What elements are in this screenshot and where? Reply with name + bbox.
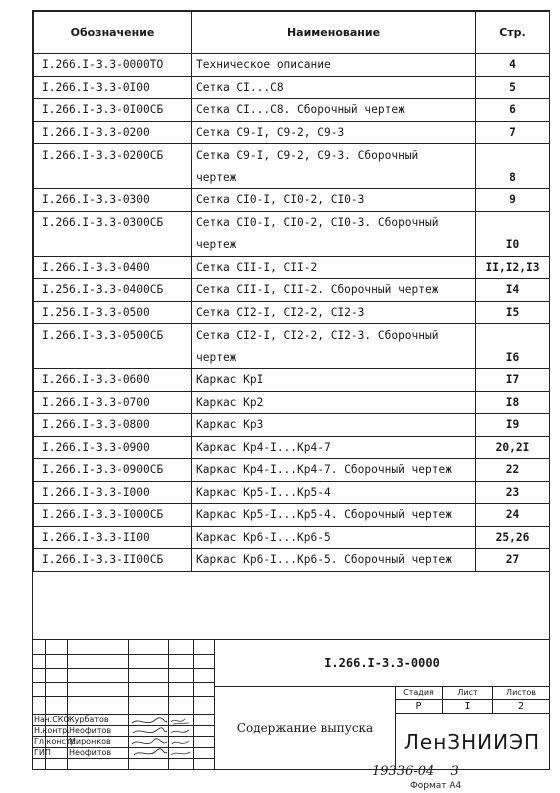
row-name: чертеж bbox=[192, 234, 476, 257]
row-code bbox=[34, 346, 192, 369]
header-page: Стр. bbox=[476, 12, 550, 54]
row-name: Каркас Кр4-I...Кр4-7 bbox=[192, 436, 476, 459]
table-row bbox=[34, 369, 550, 392]
row-name: Сетка СI2-I, СI2-2, СI2-3 bbox=[192, 301, 476, 324]
row-page: 7 bbox=[476, 121, 550, 144]
row-name: Сетка СI0-I, СI0-2, СI0-3. Сборочный bbox=[192, 211, 476, 234]
document-sheet bbox=[32, 10, 550, 770]
signature-name: Миронков bbox=[69, 737, 111, 746]
signature-name: Курбатов bbox=[69, 715, 109, 724]
handwritten-inventory-number bbox=[372, 764, 459, 779]
row-code: I.266.I-3.3-0600 bbox=[34, 369, 192, 392]
row-page: I4 bbox=[476, 279, 550, 302]
table-row bbox=[34, 504, 550, 527]
row-code: I.266.I-3.3-II00 bbox=[34, 526, 192, 549]
row-code: I.266.I-3.3-0300 bbox=[34, 189, 192, 212]
contents-table bbox=[33, 11, 550, 572]
row-name: Каркас Кр3 bbox=[192, 414, 476, 437]
row-name: Сетка СII-I, СII-2 bbox=[192, 256, 476, 279]
handwritten-signatures bbox=[129, 715, 193, 759]
signature-name: Неофитов bbox=[69, 726, 112, 735]
header-code: Обозначение bbox=[34, 12, 192, 54]
title-block bbox=[33, 639, 549, 769]
signature-role: Н.контр. bbox=[34, 726, 70, 735]
table-header-row bbox=[34, 12, 550, 54]
table-row bbox=[34, 549, 550, 572]
row-code bbox=[34, 166, 192, 189]
signature-role: Нач.СКО bbox=[34, 715, 70, 724]
signature-grid bbox=[33, 640, 215, 769]
row-code bbox=[34, 234, 192, 257]
signature-role: Гл.констр. bbox=[34, 737, 79, 746]
inventory-number: 19336-04 bbox=[372, 764, 435, 779]
row-code: I.266.I-3.3-0I00 bbox=[34, 76, 192, 99]
table-row bbox=[34, 54, 550, 77]
row-page: 22 bbox=[476, 459, 550, 482]
row-page: 20,2I bbox=[476, 436, 550, 459]
header-name: Наименование bbox=[192, 12, 476, 54]
row-page: I9 bbox=[476, 414, 550, 437]
table-row bbox=[34, 391, 550, 414]
table-row bbox=[34, 526, 550, 549]
row-page bbox=[476, 211, 550, 234]
row-name: Сетка СI...С8 bbox=[192, 76, 476, 99]
table-row bbox=[34, 256, 550, 279]
table-row bbox=[34, 414, 550, 437]
row-code: I.266.I-3.3-0000ТО bbox=[34, 54, 192, 77]
row-code: I.256.I-3.3-0400СБ bbox=[34, 279, 192, 302]
row-page: I0 bbox=[476, 234, 550, 257]
row-name: Каркас КрI bbox=[192, 369, 476, 392]
document-title: Содержание выпуска bbox=[215, 686, 396, 770]
document-code: I.266.I-3.3-0000 bbox=[215, 640, 549, 687]
row-name: Сетка СI...С8. Сборочный чертеж bbox=[192, 99, 476, 122]
table-row bbox=[34, 459, 550, 482]
sheets-value: 2 bbox=[493, 700, 549, 714]
row-page: 27 bbox=[476, 549, 550, 572]
table-row bbox=[34, 481, 550, 504]
row-page: I6 bbox=[476, 346, 550, 369]
table-row bbox=[34, 234, 550, 257]
row-name: Каркас Кр5-I...Кр5-4 bbox=[192, 481, 476, 504]
sheet-value: I bbox=[443, 700, 493, 714]
row-name: Каркас Кр5-I...Кр5-4. Сборочный чертеж bbox=[192, 504, 476, 527]
row-page: 4 bbox=[476, 54, 550, 77]
contents-body bbox=[34, 54, 550, 572]
row-name: Каркас Кр2 bbox=[192, 391, 476, 414]
signature-role: ГИП bbox=[34, 748, 51, 757]
table-row bbox=[34, 211, 550, 234]
table-row bbox=[34, 76, 550, 99]
table-row bbox=[34, 189, 550, 212]
row-code: I.266.I-3.3-I000 bbox=[34, 481, 192, 504]
table-row bbox=[34, 324, 550, 347]
row-name: Сетка СI2-I, СI2-2, СI2-3. Сборочный bbox=[192, 324, 476, 347]
row-name: чертеж bbox=[192, 166, 476, 189]
row-page bbox=[476, 144, 550, 167]
row-name: Каркас Кр6-I...Кр6-5 bbox=[192, 526, 476, 549]
table-row bbox=[34, 144, 550, 167]
row-name: Сетка СII-I, СII-2. Сборочный чертеж bbox=[192, 279, 476, 302]
row-code: I.266.I-3.3-0900 bbox=[34, 436, 192, 459]
row-name: Сетка С9-I, С9-2, С9-3 bbox=[192, 121, 476, 144]
row-name: Каркас Кр4-I...Кр4-7. Сборочный чертеж bbox=[192, 459, 476, 482]
table-row bbox=[34, 166, 550, 189]
row-name: Сетка СI0-I, СI0-2, СI0-3 bbox=[192, 189, 476, 212]
format-label: Формат А4 bbox=[410, 781, 462, 791]
table-row bbox=[34, 436, 550, 459]
row-code: I.266.I-3.3-0I00СБ bbox=[34, 99, 192, 122]
row-page: 6 bbox=[476, 99, 550, 122]
signature-name: Неофитов bbox=[69, 748, 112, 757]
row-page: 5 bbox=[476, 76, 550, 99]
row-code: I.266.I-3.3-0200 bbox=[34, 121, 192, 144]
row-code: I.256.I-3.3-0500 bbox=[34, 301, 192, 324]
row-page: II,I2,I3 bbox=[476, 256, 550, 279]
table-row bbox=[34, 279, 550, 302]
table-row bbox=[34, 346, 550, 369]
row-code: I.266.I-3.3-0200СБ bbox=[34, 144, 192, 167]
row-page: I7 bbox=[476, 369, 550, 392]
row-code: I.266.I-3.3-II00СБ bbox=[34, 549, 192, 572]
row-page bbox=[476, 324, 550, 347]
row-page: 23 bbox=[476, 481, 550, 504]
row-page: I5 bbox=[476, 301, 550, 324]
row-name: Сетка С9-I, С9-2, С9-3. Сборочный bbox=[192, 144, 476, 167]
row-code: I.266.I-3.3-I000СБ bbox=[34, 504, 192, 527]
table-row bbox=[34, 301, 550, 324]
row-code: I.266.I-3.3-0700 bbox=[34, 391, 192, 414]
organization-name: ЛенЗНИИЭП bbox=[403, 730, 541, 754]
row-page: 25,26 bbox=[476, 526, 550, 549]
row-code: I.266.I-3.3-0400 bbox=[34, 256, 192, 279]
row-page: 9 bbox=[476, 189, 550, 212]
row-name: Каркас Кр6-I...Кр6-5. Сборочный чертеж bbox=[192, 549, 476, 572]
stage-value: Р bbox=[395, 700, 443, 714]
row-page: I8 bbox=[476, 391, 550, 414]
row-page: 24 bbox=[476, 504, 550, 527]
row-code: I.266.I-3.3-0500СБ bbox=[34, 324, 192, 347]
row-code: I.266.I-3.3-0800 bbox=[34, 414, 192, 437]
table-row bbox=[34, 99, 550, 122]
sheets-label: Листов bbox=[493, 686, 549, 700]
row-name: чертеж bbox=[192, 346, 476, 369]
sheet-label: Лист bbox=[443, 686, 493, 700]
table-row bbox=[34, 121, 550, 144]
inventory-sheet: 3 bbox=[450, 764, 459, 779]
row-name: Техническое описание bbox=[192, 54, 476, 77]
row-code: I.266.I-3.3-0300СБ bbox=[34, 211, 192, 234]
stage-label: Стадия bbox=[395, 686, 443, 700]
row-code: I.266.I-3.3-0900СБ bbox=[34, 459, 192, 482]
row-page: 8 bbox=[476, 166, 550, 189]
